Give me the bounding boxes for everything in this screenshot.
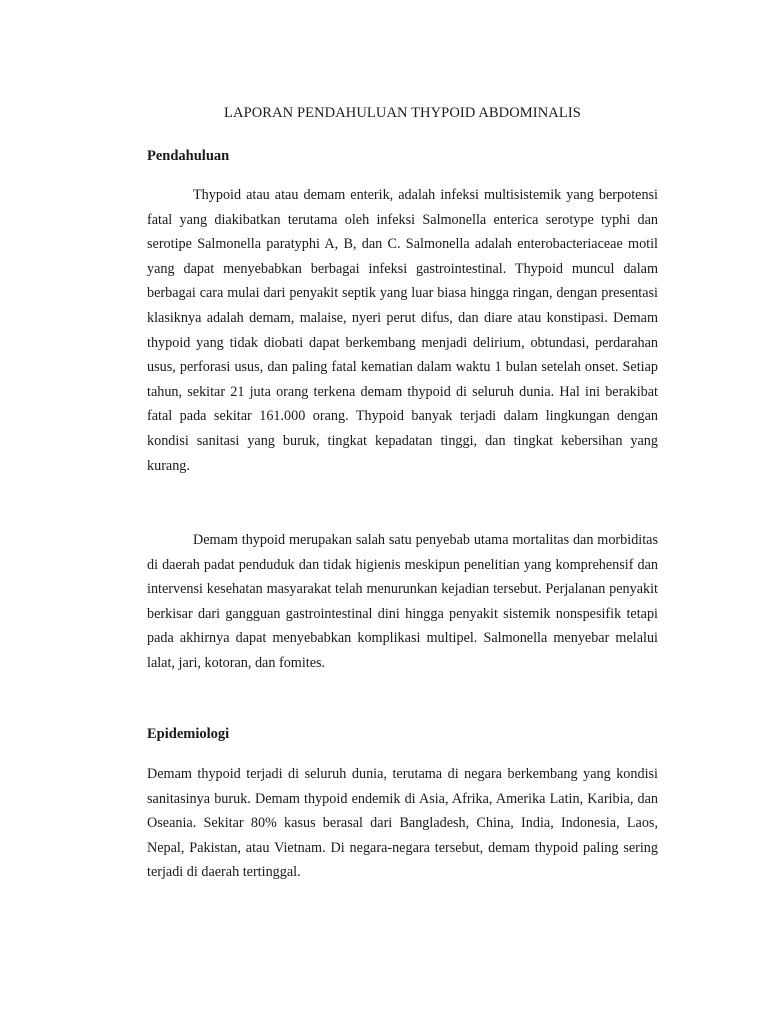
section-heading-epidemiologi: Epidemiologi: [147, 726, 230, 742]
paragraph-pendahuluan-2: Demam thypoid merupakan salah satu penyebab utama mortalitas dan morbiditas di daerah padat penduduk dan tidak higienis meskipun penelitian yang komprehensif dan intervensi kesehatan masyarakat telah menurunkan kejadian tersebut. Perjalanan penyakit berkisar dari gangguan gastrointestinal dini hingga penyakit sistemik nonspesifik tetapi pada akhirnya dapat menyebabkan komplikasi multipel. Salmonella menyebar melalui lalat, jari, kotoran, dan fomites.: [147, 532, 658, 671]
paragraph-pendahuluan-1: Thypoid atau atau demam enterik, adalah infeksi multisistemik yang berpotensi fatal yang diakibatkan terutama oleh infeksi Salmonella enterica serotype typhi dan serotipe Salmonella paratyphi A, B, dan C. Salmonella adalah enterobacteriaceae motil yang dapat menyebabkan berbagai infeksi gastrointestinal. Thypoid muncul dalam berbagai cara mulai dari penyakit septik yang luar biasa hingga ringan, dengan presentasi klasiknya adalah demam, malaise, nyeri perut difus, dan diare atau konstipasi. Demam thypoid yang tidak diobati dapat berkembang menjadi delirium, obtundasi, perdarahan usus, perforasi usus, dan paling fatal kematian dalam waktu 1 bulan setelah onset. Setiap tahun, sekitar 21 juta orang terkena demam thypoid di seluruh dunia. Hal ini berakibat fatal pada sekitar 161.000 orang. Thypoid banyak terjadi dalam lingkungan dengan kondisi sanitasi yang buruk, tingkat kepadatan tinggi, dan tingkat kebersihan yang kurang.: [147, 187, 658, 474]
paragraph-epidemiologi-1: Demam thypoid terjadi di seluruh dunia, terutama di negara berkembang yang kondisi sanitasinya buruk. Demam thypoid endemik di Asia, Afrika, Amerika Latin, Karibia, dan Oseania. Sekitar 80% kasus berasal dari Bangladesh, China, India, Indonesia, Laos, Nepal, Pakistan, atau Vietnam. Di negara-negara tersebut, demam thypoid paling sering terjadi di daerah tertinggal.: [147, 766, 658, 881]
document-title: LAPORAN PENDAHULUAN THYPOID ABDOMINALIS: [224, 105, 581, 121]
section-heading-pendahuluan: Pendahuluan: [147, 148, 230, 164]
